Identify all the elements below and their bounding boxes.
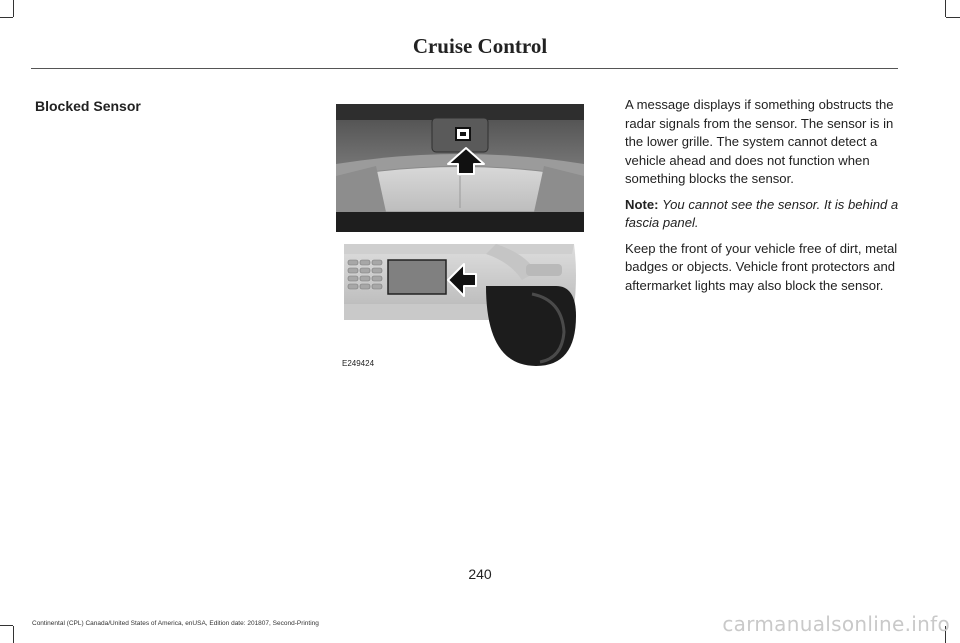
watermark: carmanualsonline.info [722, 612, 950, 636]
sensor-location-illustration [336, 104, 584, 366]
illustration-code: E249424 [342, 359, 375, 366]
crop-mark-bottom-left-h [0, 625, 13, 626]
page-number: 240 [468, 566, 492, 582]
note [625, 196, 900, 233]
crop-mark-top-right-h [946, 17, 960, 18]
header-divider [31, 68, 898, 69]
note-label: Note: [625, 196, 659, 212]
body-text [625, 96, 900, 302]
section-heading: Blocked Sensor [35, 98, 141, 114]
front-bumper-view [344, 244, 576, 366]
paragraph-obstruction: A message displays if something obstructs the radar signals from the sensor. The sensor is in the lower grille. The system cannot detect a vehicle ahead and does not function when something blocks the sensor. [625, 97, 894, 186]
crop-mark-top-right-v [945, 0, 946, 17]
crop-mark-top-left-h [0, 17, 13, 18]
crop-mark-top-left-v [13, 0, 14, 17]
page-title: Cruise Control [412, 34, 548, 58]
edition-footer: Continental (CPL) Canada/United States of America, enUSA, Edition date: 201807, Second-Printing [32, 620, 319, 627]
crop-mark-bottom-left-v [13, 626, 14, 643]
paragraph-keep-clear: Keep the front of your vehicle free of dirt, metal badges or objects. Vehicle front protectors and aftermarket lights may also block the sensor. [625, 240, 898, 293]
note-text: You cannot see the sensor. It is behind a fascia panel. [625, 196, 899, 230]
